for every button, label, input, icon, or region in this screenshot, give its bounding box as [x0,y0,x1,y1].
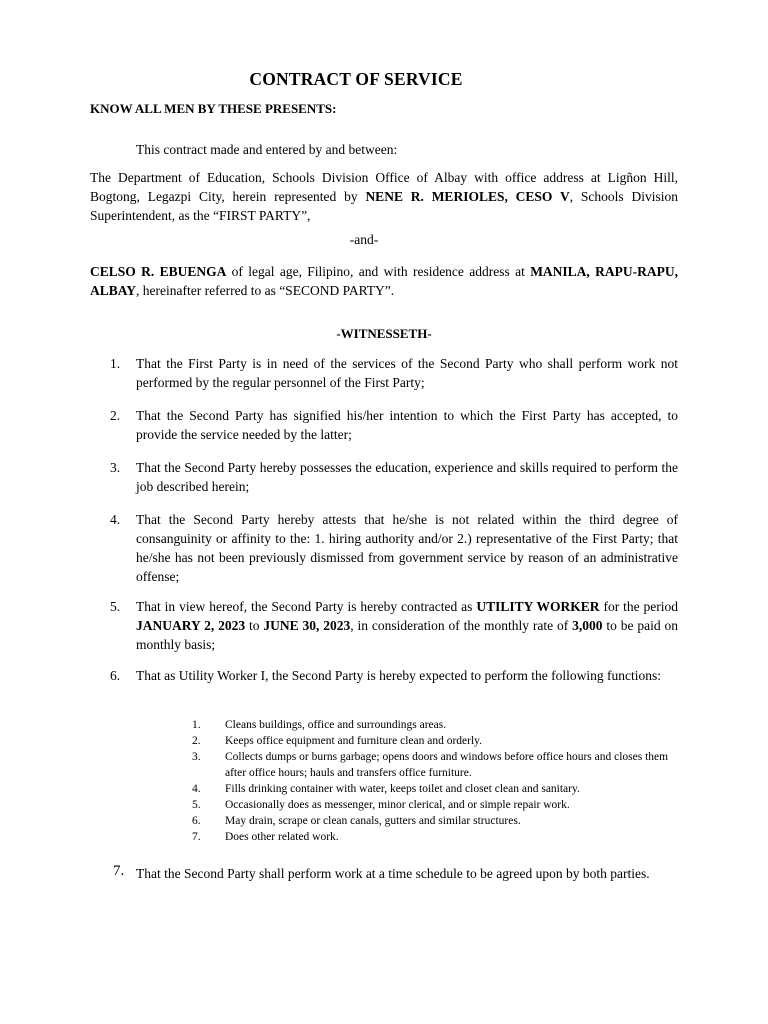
second-party-paragraph: CELSO R. EBUENGA of legal age, Filipino, and with residence address at MANILA, RAPU-RAPU, ALBAY, hereinafter referred to as “SECOND PARTY”. [90,264,679,298]
clause-item: 4. That the Second Party hereby attests that he/she is not related within the third degree of consanguinity or affinity to the: 1. hiring authority and/or 2.) representative of the First Party; that he/she has not been previously dismissed from government service by reason of an administrative offense; [110,512,678,584]
function-item: 1. Cleans buildings, office and surroundings areas. [192,719,447,731]
second-party-name: CELSO R. EBUENGA [90,264,227,279]
document-title: CONTRACT OF SERVICE [249,69,463,89]
function-item: 7. Does other related work. [192,831,339,843]
clause-item: 6. That as Utility Worker I, the Second Party is hereby expected to perform the following functions: [110,668,662,683]
function-item: 2. Keeps office equipment and furniture clean and orderly. [192,735,483,747]
clause-item: 3. That the Second Party hereby possesses the education, experience and skills required to perform the job described herein; [110,460,678,494]
function-item: 5. Occasionally does as messenger, minor clerical, and or simple repair work. [192,799,570,811]
start-date: JANUARY 2, 2023 [136,618,246,633]
and-separator: -and- [349,232,379,247]
monthly-rate: 3,000 [572,618,603,633]
first-party-paragraph: The Department of Education, Schools Division Office of Albay with office address at Ligñon Hill, Bogtong, Legazpi City, herein represented by NENE R. MERIOLES, CESO V, Schools Division Superintendent, as the “FIRST PARTY”, [90,170,678,223]
function-item: 4. Fills drinking container with water, keeps toilet and closet clean and sanitary. [192,783,580,795]
know-all-heading: KNOW ALL MEN BY THESE PRESENTS: [90,101,337,116]
clause-item: 5. That in view hereof, the Second Party is hereby contracted as UTILITY WORKER for the period JANUARY 2, 2023 to JUNE 30, 2023, in consideration of the monthly rate of 3,000 to be paid on monthly basis; [110,599,678,652]
witnesseth-heading: -WITNESSETH- [336,326,432,341]
clause-item: 7. That the Second Party shall perform work at a time schedule to be agreed upon by both parties. [113,863,650,881]
function-item: 3. Collects dumps or burns garbage; opens doors and windows before office hours and closes them after office hours; hauls and transfers office furniture. [192,751,669,779]
intro-line: This contract made and entered by and between: [136,142,398,157]
second-party-address: MANILA, RAPU-RAPU, ALBAY [90,264,679,298]
first-party-name: NENE R. MERIOLES, CESO V [365,189,570,204]
position-title: UTILITY WORKER [476,599,600,614]
clause-item: 2. That the Second Party has signified his/her intention to which the First Party has accepted, to provide the service needed by the latter; [110,408,678,442]
clause-item: 1. That the First Party is in need of the services of the Second Party who shall perform work not performed by the regular personnel of the First Party; [110,356,678,390]
end-date: JUNE 30, 2023 [263,618,351,633]
function-item: 6. May drain, scrape or clean canals, gutters and similar structures. [192,815,521,827]
